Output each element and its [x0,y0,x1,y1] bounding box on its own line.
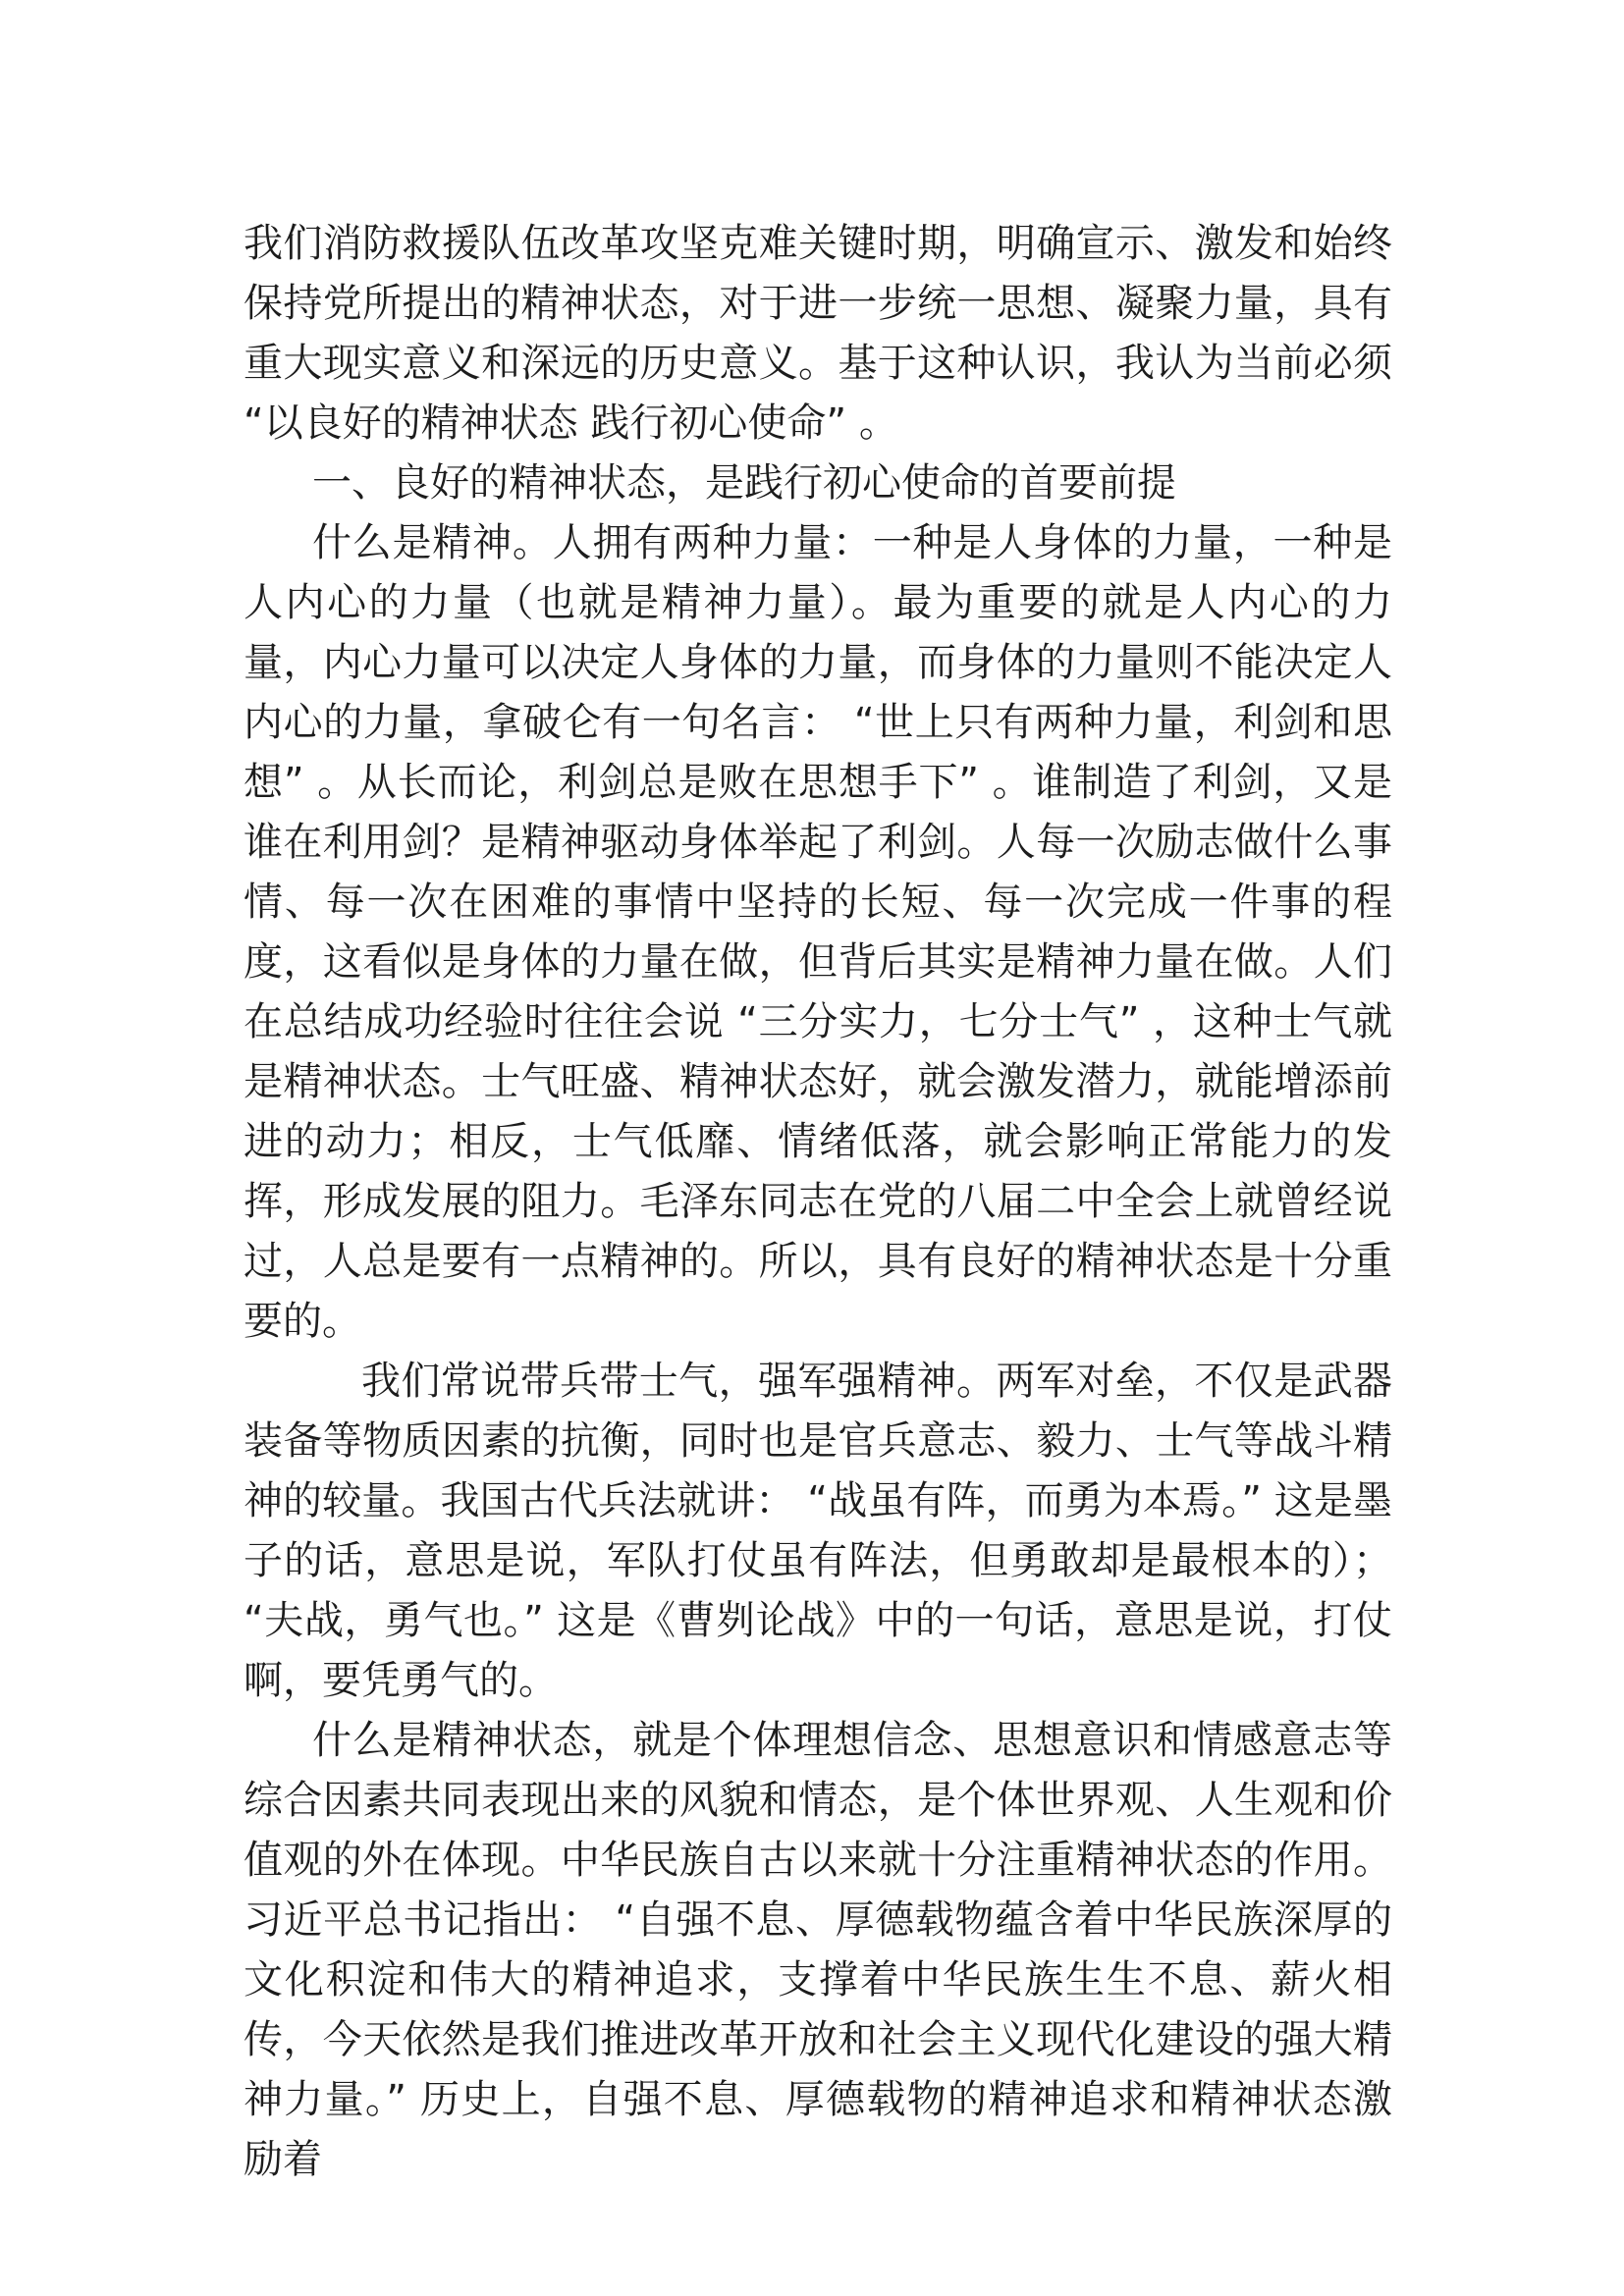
document-body [244,214,1392,2190]
paragraph-intro: 我们消防救援队伍改革攻坚克难关键时期，明确宣示、激发和始终保持党所提出的精神状态，对于进一步统一思想、凝聚力量，具有重大现实意义和深远的历史意义。基于这种认识，我认为当前必须 “以良好的精神状态 践行初心使命” 。 [244,221,1392,446]
paragraph-army-morale: 我们常说带兵带士气，强军强精神。两军对垒，不仅是武器装备等物质因素的抗衡，同时也是官兵意志、毅力、士气等战斗精神的较量。我国古代兵法就讲： “战虽有阵，而勇为本焉。” 这是墨子的话，意思是说，军队打仗虽有阵法，但勇敢却是最根本的）； “夫战，勇气也。” 这是《曹刿论战》中的一句话，意思是说，打仗啊，要凭勇气的。 [244,1359,1392,1703]
paragraph-spiritual-state: 什么是精神状态，就是个体理想信念、思想意识和情感意志等综合因素共同表现出来的风貌和情态，是个体世界观、人生观和价值观的外在体现。中华民族自古以来就十分注重精神状态的作用。习近平总书记指出： “自强不息、厚德载物蕴含着中华民族深厚的文化积淀和伟大的精神追求，支撑着中华民族生生不息、薪火相传，今天依然是我们推进改革开放和社会主义现代化建设的强大精神力量。” 历史上，自强不息、厚德载物的精神追求和精神状态激励着 [244,1718,1392,2182]
paragraph-what-is-spirit: 什么是精神。人拥有两种力量：一种是人身体的力量，一种是人内心的力量（也就是精神力量）。最为重要的就是人内心的力量，内心力量可以决定人身体的力量，而身体的力量则不能决定人内心的力量，拿破仑有一句名言： “世上只有两种力量，利剑和思想” 。从长而论，利剑总是败在思想手下” 。谁制造了利剑，又是谁在利用剑？是精神驱动身体举起了利剑。人每一次励志做什么事情、每一次在困难的事情中坚持的长短、每一次完成一件事的程度，这看似是身体的力量在做，但背后其实是精神力量在做。人们在总结成功经验时往往会说 “三分实力，七分士气” ，这种士气就是精神状态。士气旺盛、精神状态好，就会激发潜力，就能增添前进的动力；相反，士气低靡、情绪低落，就会影响正常能力的发挥，形成发展的阻力。毛泽东同志在党的八届二中全会上就曾经说过，人总是要有一点精神的。所以，具有良好的精神状态是十分重要的。 [244,520,1392,1344]
section-heading: 一、良好的精神状态，是践行初心使命的首要前提 [312,460,1176,506]
